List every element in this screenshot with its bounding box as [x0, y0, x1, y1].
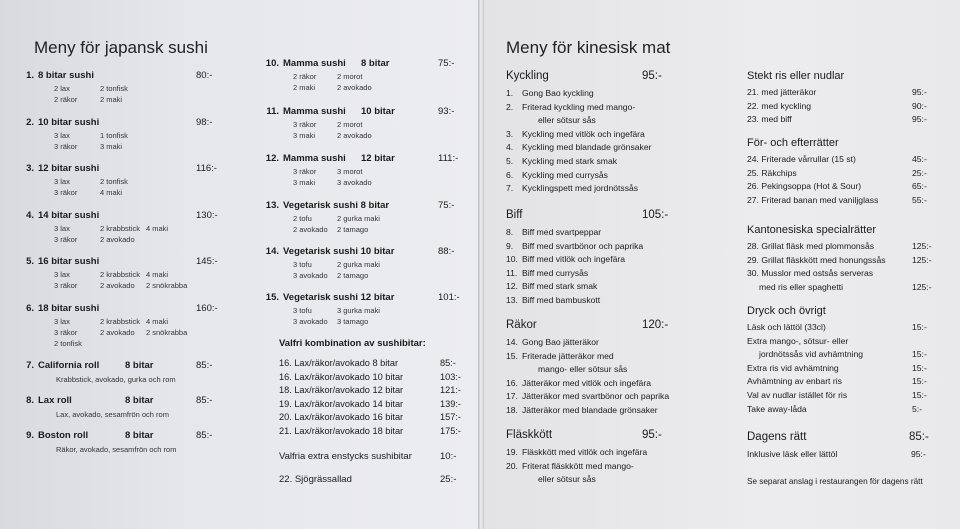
combo-item-price: 103:- — [440, 371, 461, 382]
dish-number: 14. — [506, 337, 518, 347]
item-content: 4 maki — [146, 270, 169, 279]
item-content: 3 lax — [54, 317, 70, 326]
item-content: 2 lax — [54, 84, 70, 93]
item-description: Krabbstick, avokado, gurka och rom — [56, 375, 176, 384]
dish-line — [506, 129, 645, 139]
item-price: 130:- — [196, 210, 218, 221]
item-content: 3 räkor — [293, 167, 317, 176]
item-pieces: 12 bitar — [361, 153, 395, 164]
item-pieces: 8 bitar — [125, 430, 154, 441]
category-price: 95:- — [642, 429, 662, 441]
dish-name: Kyckling med stark smak — [522, 156, 618, 166]
category-price: 95:- — [642, 70, 662, 82]
dish-name: Biff med bambuskott — [522, 295, 601, 305]
dish-line — [506, 281, 597, 291]
item-content: 2 avokado — [293, 225, 328, 234]
item-name: Boston roll — [38, 430, 89, 441]
item-content: 2 tamago — [337, 225, 369, 234]
item-content: 2 snökrabba — [146, 281, 188, 290]
dish-line — [506, 268, 588, 278]
dish-line — [506, 142, 651, 152]
item-content: 3 räkor — [54, 188, 78, 197]
item-content: 3 lax — [54, 270, 70, 279]
combo-item-price: 85:- — [440, 358, 456, 368]
item-content: 2 räkor — [293, 72, 317, 81]
dish-name: 27. Friterad banan med vaniljglass — [747, 194, 879, 205]
dish-name: Extra ris vid avhämtning — [747, 362, 839, 373]
item-content: 2 tonfisk — [100, 177, 128, 186]
item-content: 3 räkor — [54, 281, 78, 290]
item-content: 2 maki — [100, 95, 123, 104]
item-number: 1. — [26, 70, 34, 81]
menu-item-line — [17, 430, 154, 441]
item-pieces: 8 bitar — [125, 395, 154, 406]
item-content: 2 morot — [337, 120, 363, 129]
dish-price: 15:- — [912, 349, 927, 360]
dish-line — [506, 391, 669, 401]
dish-line — [506, 364, 627, 374]
dish-number: 9. — [506, 240, 514, 251]
item-name: 10 bitar sushi — [38, 117, 100, 128]
dish-name: Jätteräkor med svartbönor och paprika — [522, 391, 670, 402]
dish-name: Kycklingspett med jordnötssås — [522, 183, 639, 194]
item-content: 3 gurka maki — [337, 306, 380, 315]
dish-price: 95:- — [912, 114, 927, 125]
dish-number: 10. — [506, 254, 518, 265]
item-pieces: 8 bitar — [125, 360, 154, 371]
footer-note: Se separat anslag i restaurangen för dagens rätt — [747, 477, 923, 486]
dish-name: eller sötsur sås — [538, 115, 596, 126]
dish-number: 13. — [506, 295, 518, 305]
item-price: 93:- — [438, 106, 455, 117]
dish-name: 26. Pekingsoppa (Hot & Sour) — [747, 181, 862, 192]
dish-line — [506, 156, 617, 166]
dish-name: mango- eller sötsur sås — [538, 364, 628, 375]
item-content: 2 tofu — [293, 214, 312, 223]
japanese-menu-title: Meny för japansk sushi — [34, 38, 208, 57]
item-pieces: 8 bitar — [361, 58, 390, 69]
dish-name: Fläskkött med vitlök och ingefära — [522, 447, 648, 457]
dish-name: Gong Bao jätteräkor — [522, 337, 599, 347]
dish-price: 15:- — [912, 376, 927, 387]
item-number: 12. — [265, 153, 279, 164]
dish-name: Läsk och lättöl (33cl) — [747, 322, 826, 332]
dish-price: 55:- — [912, 194, 927, 205]
dish-price: 15:- — [912, 362, 927, 373]
dish-price: 90:- — [912, 100, 927, 111]
dish-price: 5:- — [912, 403, 923, 414]
extra-pieces-price: 10:- — [440, 451, 457, 462]
dish-price: 65:- — [912, 181, 927, 192]
item-price: 85:- — [196, 360, 213, 371]
item-number: 6. — [26, 303, 34, 314]
item-number: 2. — [26, 117, 34, 128]
dish-name: med ris eller spaghetti — [747, 281, 844, 292]
dish-number: 12. — [506, 281, 518, 292]
combo-item-price: 175:- — [440, 425, 461, 436]
item-number: 14. — [265, 246, 279, 257]
combo-item-label: 21. Lax/räkor/avokado 18 bitar — [279, 425, 404, 436]
menu-item-line — [17, 70, 94, 81]
dish-name: Take away-låda — [747, 403, 807, 414]
combo-item-price: 157:- — [440, 412, 461, 422]
item-number: 4. — [26, 210, 34, 221]
item-name: Lax roll — [38, 395, 72, 406]
dish-line — [506, 102, 635, 112]
item-name: 14 bitar sushi — [38, 210, 100, 221]
dish-line — [506, 183, 638, 193]
menu-item-line — [17, 303, 99, 314]
item-content: 3 lax — [54, 177, 70, 186]
item-name: California roll — [38, 360, 100, 371]
dish-name: Biff med svartbönor och paprika — [522, 240, 644, 251]
item-name: 16 bitar sushi — [38, 256, 100, 267]
item-name: Mamma sushi — [283, 58, 346, 69]
item-content: 3 avokado — [293, 317, 328, 326]
item-pieces: 10 bitar — [361, 106, 395, 117]
valfri-heading: Valfri kombination av sushibitar: — [279, 338, 426, 349]
dish-name: 23. med biff — [747, 114, 792, 125]
item-content: 3 tamago — [337, 317, 369, 326]
menu-item-line — [262, 200, 389, 211]
dish-number: 3. — [506, 128, 514, 139]
dish-price: 125:- — [912, 241, 932, 251]
dish-number: 19. — [506, 447, 518, 457]
item-number: 15. — [265, 292, 279, 303]
dish-number: 5. — [506, 156, 514, 166]
item-content: 3 maki — [100, 142, 123, 151]
dish-price: 95:- — [912, 87, 927, 97]
item-content: 2 tonfisk — [54, 339, 82, 348]
item-price: 85:- — [196, 395, 213, 406]
dish-name: Biff med currysås — [522, 267, 589, 278]
menu-item-line — [17, 360, 154, 371]
category-heading: Kyckling — [506, 70, 549, 82]
menu-item-line — [262, 292, 394, 303]
item-content: 2 avokado — [100, 235, 135, 244]
category-heading: Dryck och övrigt — [747, 305, 826, 317]
item-number: 11. — [266, 106, 279, 117]
item-content: 2 avokado — [100, 281, 135, 290]
item-content: 2 krabbstick — [100, 317, 141, 326]
dish-name: Friterade jätteräkor med — [522, 350, 614, 361]
dish-name: Biff med vitlök och ingefära — [522, 254, 626, 265]
item-price: 116:- — [196, 163, 217, 174]
item-content: 2 avokado — [337, 83, 372, 92]
menu-item-line — [262, 246, 394, 257]
dish-name: 29. Grillat fläskkött med honungssås — [747, 254, 886, 265]
item-price: 111:- — [438, 153, 459, 164]
dish-name: 25. Räkchips — [747, 167, 797, 178]
dish-price: 15:- — [912, 322, 927, 332]
menu-item-line — [17, 163, 99, 174]
dagens-ratt-price: 85:- — [909, 431, 929, 443]
dish-name: Biff med stark smak — [522, 281, 598, 292]
item-price: 145:- — [196, 256, 218, 267]
item-number: 9. — [26, 430, 34, 441]
item-content: 4 maki — [100, 188, 123, 197]
dish-name: Jätteräkor med blandade grönsaker — [522, 405, 658, 415]
item-price: 98:- — [196, 117, 213, 128]
dish-name: Kyckling med vitlök och ingefära — [522, 128, 645, 139]
combo-item-label: 18. Lax/räkor/avokado 12 bitar — [279, 385, 404, 395]
item-content: 3 räkor — [293, 120, 317, 129]
item-content: 1 tonfisk — [100, 131, 128, 140]
item-price: 80:- — [196, 70, 213, 81]
dish-line — [506, 115, 596, 125]
dish-name: Gong Bao kyckling — [522, 88, 594, 98]
menu-item-line — [17, 395, 154, 406]
dish-name: Kyckling med currysås — [522, 169, 608, 180]
dish-name: jordnötssås vid avhämtning — [747, 349, 864, 360]
item-content: 3 räkor — [54, 235, 78, 244]
item-content: 3 räkor — [54, 328, 78, 337]
dish-name: Val av nudlar istället för ris — [747, 390, 848, 400]
category-heading: Biff — [506, 209, 523, 221]
item-content: 2 avokado — [337, 131, 372, 140]
item-name: Mamma sushi — [283, 153, 346, 164]
item-content: 3 maki — [293, 131, 316, 140]
dish-number: 20. — [506, 460, 518, 471]
menu-item-line — [17, 117, 99, 128]
dish-number: 7. — [506, 183, 514, 194]
item-price: 75:- — [438, 200, 455, 211]
item-content: 2 tamago — [337, 271, 369, 280]
dish-line — [506, 88, 594, 98]
item-content: 2 maki — [293, 83, 316, 92]
dish-line — [506, 295, 600, 305]
dish-price: 125:- — [912, 254, 932, 265]
dish-number: 6. — [506, 169, 514, 180]
item-number: 10. — [265, 58, 279, 69]
dish-name: 30. Musslor med ostsås serveras — [747, 268, 874, 279]
item-content: 3 räkor — [54, 142, 78, 151]
item-content: 3 maki — [293, 178, 316, 187]
dish-line — [506, 241, 643, 251]
dish-price: 25:- — [912, 167, 927, 178]
dish-number: 18. — [506, 405, 518, 415]
chinese-menu-sheet — [484, 0, 960, 529]
dish-line — [506, 351, 614, 361]
dish-name: 24. Friterade vårrullar (15 st) — [747, 154, 856, 164]
dish-line — [506, 378, 651, 388]
item-price: 101:- — [438, 292, 460, 303]
dish-number: 4. — [506, 142, 514, 153]
chinese-menu-title: Meny för kinesisk mat — [506, 38, 671, 57]
item-content: 3 lax — [54, 224, 70, 233]
dish-line — [506, 405, 658, 415]
dagens-ratt-desc-price: 95:- — [911, 449, 926, 459]
item-number: 7. — [26, 360, 34, 371]
category-heading: För- och efterrätter — [747, 137, 839, 149]
extra-pieces-label: Valfria extra enstycks sushibitar — [279, 451, 412, 462]
dish-number: 11. — [506, 267, 518, 278]
item-content: 2 snökrabba — [146, 328, 188, 337]
item-content: 2 tonfisk — [100, 84, 128, 93]
item-number: 3. — [26, 163, 34, 174]
dish-line — [506, 447, 647, 457]
combo-item-label: 20. Lax/räkor/avokado 16 bitar — [279, 412, 404, 422]
item-content: 2 krabbstick — [100, 224, 141, 233]
menu-item-line — [262, 106, 395, 117]
dish-number: 17. — [506, 391, 518, 402]
seaweed-salad-label: 22. Sjögrässallad — [279, 474, 352, 485]
dish-name: 22. med kyckling — [747, 100, 812, 111]
item-content: 3 avokado — [337, 178, 372, 187]
item-content: 2 morot — [337, 72, 363, 81]
menu-item-line — [17, 210, 99, 221]
item-price: 160:- — [196, 303, 218, 314]
dish-number: 8. — [506, 227, 514, 237]
item-content: 2 gurka maki — [337, 260, 380, 269]
item-content: 2 räkor — [54, 95, 78, 104]
category-heading: Kantonesiska specialrätter — [747, 224, 877, 236]
item-name: Vegetarisk sushi 8 bitar — [283, 200, 390, 211]
dish-number: 2. — [506, 101, 514, 112]
dish-line — [506, 461, 634, 471]
dish-price: 45:- — [912, 154, 927, 164]
item-content: 3 lax — [54, 131, 70, 140]
item-description: Lax, avokado, sesamfrön och rom — [56, 410, 169, 419]
dish-line — [506, 227, 601, 237]
item-content: 3 avokado — [293, 271, 328, 280]
item-price: 75:- — [438, 58, 455, 69]
category-price: 105:- — [642, 209, 669, 221]
item-name: 18 bitar sushi — [38, 303, 100, 314]
item-content: 2 gurka maki — [337, 214, 380, 223]
dish-name: Kyckling med blandade grönsaker — [522, 142, 652, 153]
japanese-menu-sheet — [0, 0, 478, 529]
dish-line — [506, 170, 608, 180]
dish-line — [506, 474, 596, 484]
category-heading: Räkor — [506, 319, 537, 331]
item-content: 2 krabbstick — [100, 270, 141, 279]
dish-name: eller sötsur sås — [538, 474, 596, 485]
item-price: 88:- — [438, 246, 455, 257]
item-description: Räkor, avokado, sesamfrön och rom — [56, 445, 177, 454]
item-name: Mamma sushi — [283, 106, 346, 117]
combo-item-label: 16. Lax/räkor/avokado 10 bitar — [279, 371, 404, 382]
dish-name: Extra mango-, sötsur- eller — [747, 335, 849, 346]
dish-name: Friterad kyckling med mango- — [522, 101, 636, 112]
item-name: 8 bitar sushi — [38, 70, 94, 81]
dish-number: 1. — [506, 88, 514, 98]
dish-line — [506, 337, 599, 347]
dish-price: 125:- — [912, 281, 932, 292]
dish-name: Avhämtning av enbart ris — [747, 376, 842, 387]
dish-price: 15:- — [912, 390, 927, 400]
category-price: 120:- — [642, 319, 669, 331]
category-heading: Stekt ris eller nudlar — [747, 70, 845, 82]
item-number: 13. — [265, 200, 279, 211]
menu-item-line — [262, 153, 395, 164]
item-price: 85:- — [196, 430, 213, 441]
item-content: 2 avokado — [100, 328, 135, 337]
item-content: 4 maki — [146, 317, 169, 326]
dish-number: 16. — [506, 377, 518, 388]
item-number: 5. — [26, 256, 34, 267]
dagens-ratt-heading: Dagens rätt — [747, 431, 807, 443]
dish-name: 28. Grillat fläsk med plommonsås — [747, 241, 875, 251]
dish-number: 15. — [506, 350, 518, 361]
item-content: 3 morot — [337, 167, 363, 176]
dish-name: Biff med svartpeppar — [522, 227, 602, 237]
item-content: 4 maki — [146, 224, 169, 233]
combo-item-label: 16. Lax/räkor/avokado 8 bitar — [279, 358, 398, 368]
item-number: 8. — [26, 395, 34, 406]
item-name: 12 bitar sushi — [38, 163, 100, 174]
dish-name: 21. med jätteräkor — [747, 87, 817, 97]
item-content: 3 tofu — [293, 306, 312, 315]
dish-name: Friterat fläskkött med mango- — [522, 460, 634, 471]
dagens-ratt-desc: Inklusive läsk eller lättöl — [747, 449, 838, 459]
combo-item-price: 139:- — [440, 398, 461, 409]
item-name: Vegetarisk sushi 12 bitar — [283, 292, 395, 303]
menu-item-line — [262, 58, 390, 69]
dish-name: Jätteräkor med vitlök och ingefära — [522, 377, 651, 388]
item-name: Vegetarisk sushi 10 bitar — [283, 246, 395, 257]
category-heading: Fläskkött — [506, 429, 553, 441]
combo-item-label: 19. Lax/räkor/avokado 14 bitar — [279, 398, 404, 409]
item-content: 3 tofu — [293, 260, 312, 269]
combo-item-price: 121:- — [440, 385, 461, 395]
menu-item-line — [17, 256, 99, 267]
dish-line — [506, 254, 625, 264]
seaweed-salad-price: 25:- — [440, 474, 457, 485]
